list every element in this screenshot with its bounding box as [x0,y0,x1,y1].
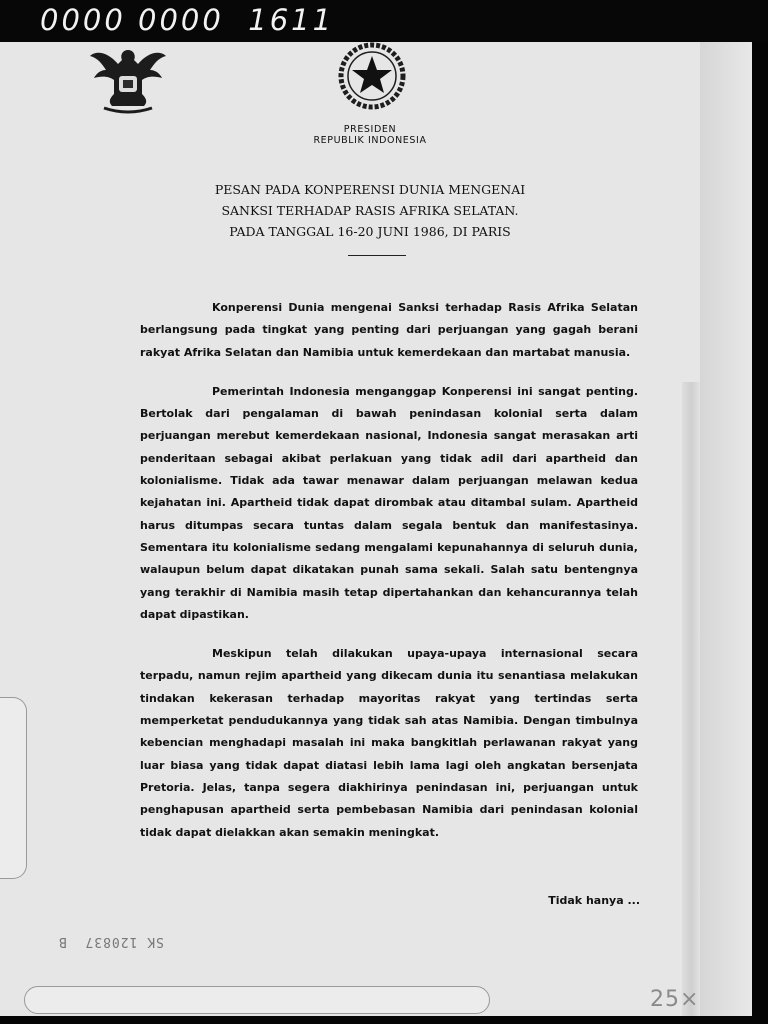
binder-clip-left [0,697,27,879]
page-fold [682,382,700,1016]
continuation-note: Tidak hanya ... [548,894,640,907]
title-line-1: PESAN PADA KONPERENSI DUNIA MENGENAI [214,182,526,197]
letterhead-line-presiden: PRESIDEN [343,124,397,135]
reduction-ratio: 25× [650,987,700,1012]
letterhead [260,124,480,146]
presidential-star-seal-icon [330,42,414,112]
title-underline [348,255,406,256]
frame-code: 0000 0000 1611 [40,3,335,37]
document-page [0,42,752,1016]
paragraph-3: Meskipun telah dilakukan upaya-upaya internasional secara terpadu, namun rejim apartheid yang dikecam dunia itu senantiasa melakukan tindakan kekerasan terhadap mayoritas rakyat yang tertindas serta memperketat pendudukannya yang tidak sah atas Namibia. Dengan timbulnya kebencian menghadapi masalah ini maka bangkitlah perlawanan rakyat yang luar biasa yang tidak dapat diatasi lebih lama lagi oleh angkatan bersenjata Pretoria. Jelas, tanpa segera diakhirinya penindasan ini, perjuangan untuk penghapusan apartheid serta pembebasan Namibia dari penindasan kolonial tidak dapat dielakkan akan semakin meningkat. [140,647,638,839]
archive-stamp: SK 120837 B [58,934,164,949]
page-edge [700,42,752,1016]
paragraph-2: Pemerintah Indonesia menganggap Konperensi ini sangat penting. Bertolak dari pengalaman di bawah penindasan kolonial serta dalam perjuangan merebut kemerdekaan nasional, Indonesia sangat merasakan arti penderitaan sebagai akibat perlakuan yang tidak adil dari apartheid dan kolonialisme. Tidak ada tawar menawar dalam perjuangan melawan kedua kejahatan ini. Apartheid tidak dapat dirombak atau ditambal sulam. Apartheid harus ditumpas secara tuntas dalam segala bentuk dan manifestasinya. Sementara itu kolonialisme sedang mengalami kepunahannya di seluruh dunia, walaupun belum dapat dikatakan punah sama sekali. Salah satu bentengnya yang terakhir di Namibia masih tetap dipertahankan dan kehancurannya telah dapat dipastikan. [140,384,638,621]
film-frame-bar [0,0,768,42]
film-border-right [752,42,768,1024]
title-line-2: SANKSI TERHADAP RASIS AFRIKA SELATAN. [221,203,519,218]
title-line-3: PADA TANGGAL 16-20 JUNI 1986, DI PARIS [229,224,511,239]
garuda-emblem-icon [88,42,168,116]
film-border-bottom [0,1016,768,1024]
document-body [140,297,638,861]
binder-clip-bottom [24,986,490,1014]
letterhead-line-republik: REPUBLIK INDONESIA [313,135,427,146]
paragraph-1: Konperensi Dunia mengenai Sanksi terhadap Rasis Afrika Selatan berlangsung pada tingkat yang penting dari perjuangan yang gagah berani rakyat Afrika Selatan dan Namibia untuk kemerdekaan dan martabat manusia. [140,301,638,359]
document-title [200,179,540,242]
